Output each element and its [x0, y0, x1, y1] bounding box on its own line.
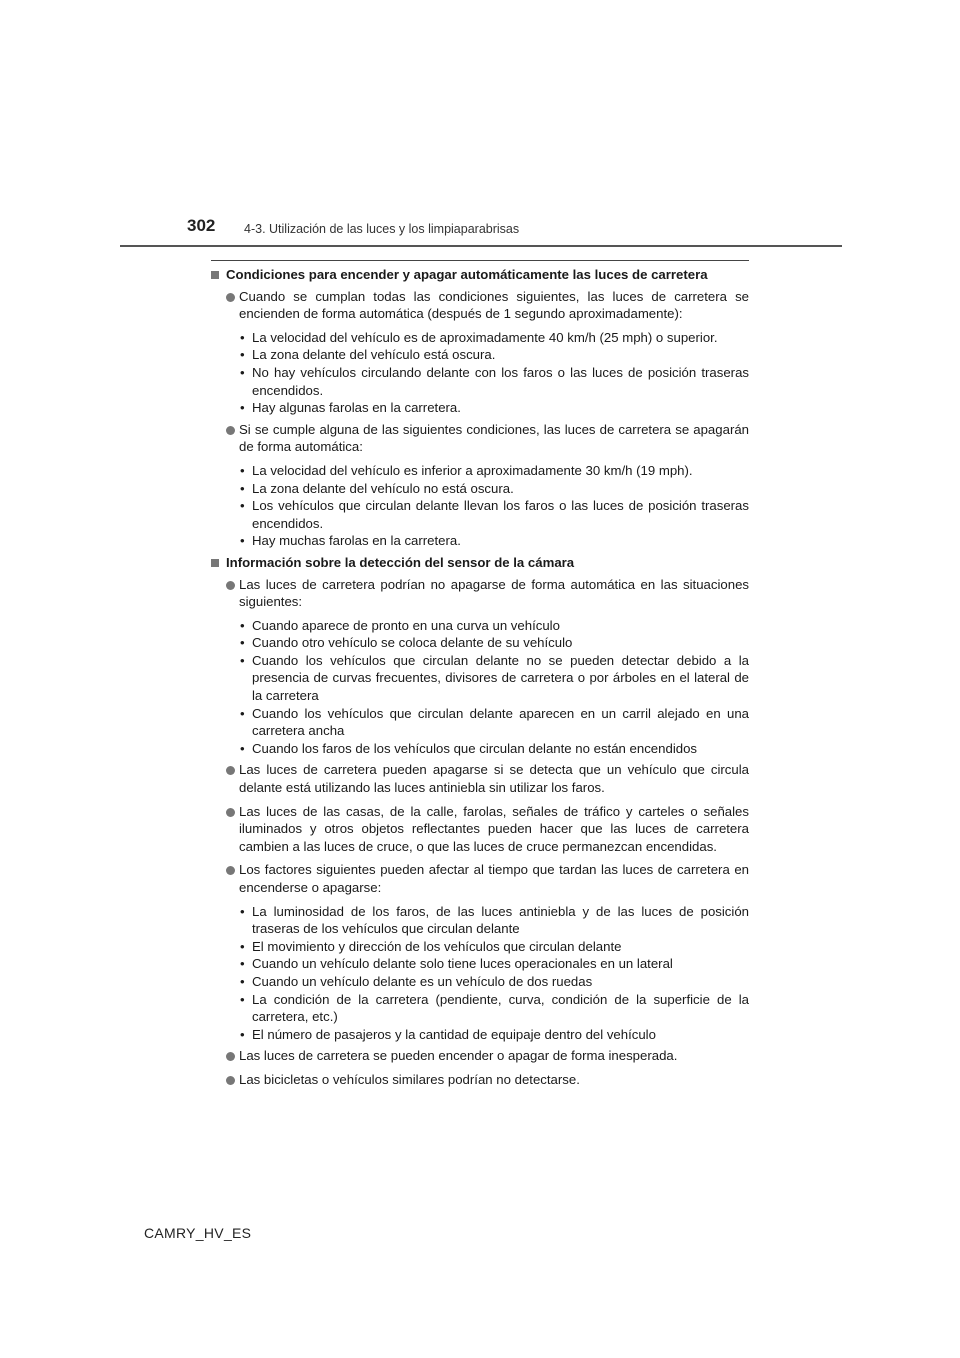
list-item: • No hay vehículos circulando delante con los faros o las luces de posición traseras encendidos.: [211, 364, 749, 399]
circle-bullet-icon: [226, 866, 235, 875]
sub-list: [211, 462, 749, 550]
list-item: • Los vehículos que circulan delante llevan los faros o las luces de posición traseras encendidos.: [211, 497, 749, 532]
circle-bullet-icon: [226, 426, 235, 435]
list-item: • Cuando un vehículo delante es un vehículo de dos ruedas: [211, 973, 749, 991]
list-item: • Cuando aparece de pronto en una curva un vehículo: [211, 617, 749, 635]
list-item: • Cuando los faros de los vehículos que circulan delante no están encendidos: [211, 740, 749, 758]
paragraph: [211, 576, 749, 611]
square-bullet-icon: [211, 559, 219, 567]
paragraph-text: Las bicicletas o vehículos similares podrían no detectarse.: [239, 1071, 580, 1087]
footer-model-code: CAMRY_HV_ES: [144, 1225, 252, 1241]
list-item: • Hay muchas farolas en la carretera.: [211, 532, 749, 550]
paragraph: [211, 761, 749, 796]
paragraph: [211, 861, 749, 896]
circle-bullet-icon: [226, 293, 235, 302]
section-heading-text: Condiciones para encender y apagar automáticamente las luces de carretera: [226, 267, 708, 282]
paragraph-text: Las luces de carretera se pueden encender o apagar de forma inesperada.: [239, 1048, 678, 1064]
list-item: • Cuando un vehículo delante solo tiene luces operacionales en un lateral: [211, 955, 749, 973]
paragraph-text: Las luces de carretera pueden apagarse si se detecta que un vehículo que circula delante está utilizando las luces antiniebla sin utilizar los faros.: [239, 762, 749, 796]
list-item: • La condición de la carretera (pendiente, curva, condición de la superficie de la carretera, etc.): [211, 991, 749, 1026]
paragraph-text: Las luces de carretera podrían no apagarse de forma automática en las situaciones siguientes:: [239, 576, 749, 610]
section-heading-text: Información sobre la detección del sensor de la cámara: [226, 554, 575, 570]
header-rule: [120, 245, 842, 247]
content: [211, 266, 749, 1095]
sub-list: [211, 329, 749, 417]
list-item: • La velocidad del vehículo es inferior a aproximadamente 30 km/h (19 mph).: [211, 462, 749, 480]
list-item: • La zona delante del vehículo no está oscura.: [211, 480, 749, 498]
section-title: 4-3. Utilización de las luces y los limpiaparabrisas: [244, 222, 520, 236]
circle-bullet-icon: [226, 1052, 235, 1061]
list-item: • Cuando otro vehículo se coloca delante de su vehículo: [211, 634, 749, 652]
paragraph: [211, 803, 749, 856]
circle-bullet-icon: [226, 581, 235, 590]
list-item: • La luminosidad de los faros, de las luces antiniebla y de las luces de posición traseras de los vehículos que circulan delante: [211, 903, 749, 938]
page-number: 302: [187, 216, 216, 235]
circle-bullet-icon: [226, 1076, 235, 1085]
paragraph: [211, 421, 749, 456]
list-item: • Hay algunas farolas en la carretera.: [211, 399, 749, 417]
paragraph-text: Los factores siguientes pueden afectar al tiempo que tardan las luces de carretera en encenderse o apagarse:: [239, 862, 749, 895]
content-rule: [211, 260, 749, 261]
paragraph-text: Si se cumple alguna de las siguientes condiciones, las luces de carretera se apagarán de forma automática:: [239, 421, 749, 455]
circle-bullet-icon: [226, 808, 235, 817]
list-item: • Cuando los vehículos que circulan delante aparecen en un carril alejado en una carretera ancha: [211, 705, 749, 740]
paragraph: [211, 1071, 749, 1089]
paragraph-text: Cuando se cumplan todas las condiciones siguientes, las luces de carretera se encienden de forma automática (después de 1 segundo aproximadamente):: [239, 288, 749, 322]
sub-list: [211, 903, 749, 1044]
list-item: • El movimiento y dirección de los vehículos que circulan delante: [211, 938, 749, 956]
list-item: • El número de pasajeros y la cantidad de equipaje dentro del vehículo: [211, 1026, 749, 1044]
square-bullet-icon: [211, 271, 219, 279]
sub-list: [211, 617, 749, 758]
paragraph: [211, 1047, 749, 1065]
section-heading: [211, 266, 749, 284]
circle-bullet-icon: [226, 766, 235, 775]
paragraph: [211, 288, 749, 323]
paragraph-text: Las luces de las casas, de la calle, farolas, señales de tráfico y carteles o señales iluminados y otros objetos reflectantes pueden hacer que las luces de carretera cambien a las luces de cruce, o que las luces de cruce permanezcan encendidas.: [239, 803, 749, 854]
section-heading: [211, 554, 749, 572]
list-item: • Cuando los vehículos que circulan delante no se pueden detectar debido a la presencia de curvas frecuentes, divisores de carretera o por árboles en el lateral de la carretera: [211, 652, 749, 705]
list-item: • La velocidad del vehículo es de aproximadamente 40 km/h (25 mph) o superior.: [211, 329, 749, 347]
list-item: • La zona delante del vehículo está oscura.: [211, 346, 749, 364]
